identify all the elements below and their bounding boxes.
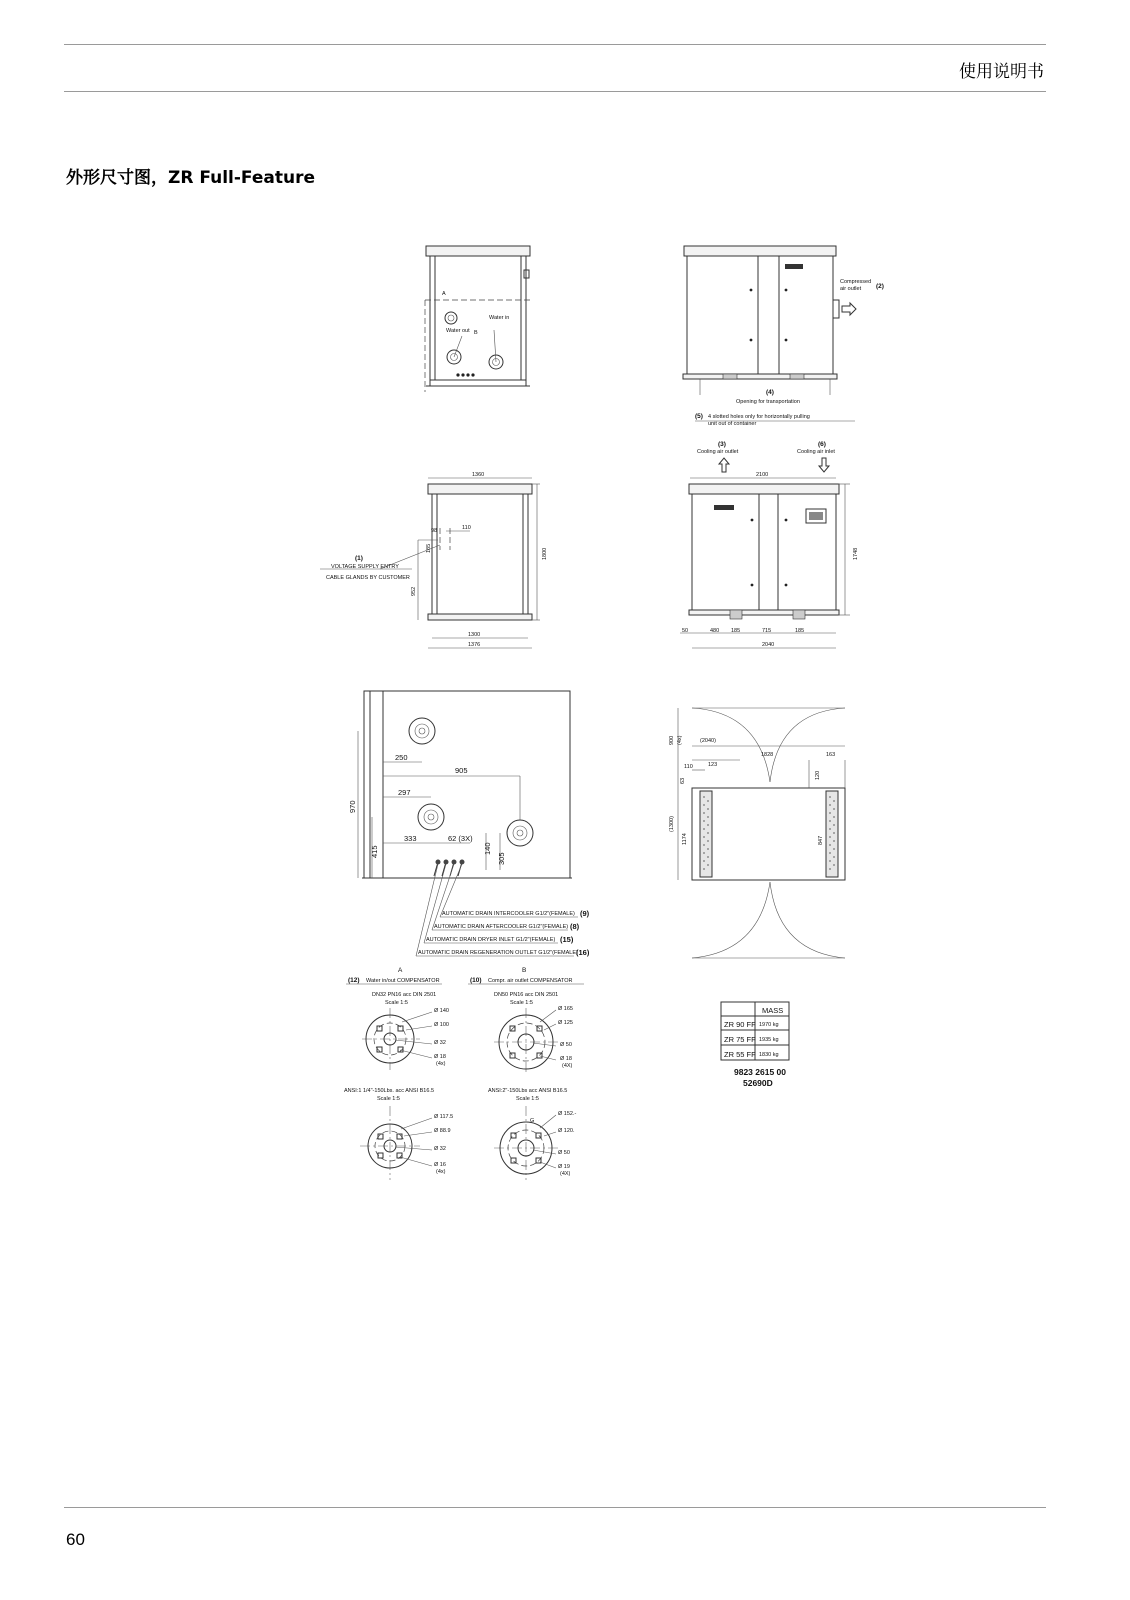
label-n1: (1) <box>355 555 363 562</box>
dim-110: 110 <box>684 764 693 770</box>
dim-250: 250 <box>395 753 408 762</box>
view-top-drains <box>348 691 590 957</box>
flange-b-d19: Ø 19 <box>558 1164 570 1170</box>
flange-a-d140: Ø 140 <box>434 1008 449 1014</box>
view-side-dimensions <box>320 472 548 648</box>
label-n9: (9) <box>580 909 590 918</box>
flange-a-title: Water in/out COMPENSATOR <box>366 978 440 984</box>
mass-row-3-model: ZR 55 FF <box>724 1050 756 1059</box>
label-b: B <box>474 330 478 336</box>
dim-63: 63 <box>680 777 686 784</box>
dim-1174: 1174 <box>682 833 688 845</box>
dim-905: 905 <box>455 766 468 775</box>
flange-a-d16: Ø 16 <box>434 1162 446 1168</box>
label-drain8: AUTOMATIC DRAIN AFTERCOOLER G1/2"(FEMALE) <box>434 924 569 930</box>
flange-b-d125: Ø 125 <box>558 1020 573 1026</box>
dim-123: 123 <box>708 762 718 768</box>
flange-a-d32b: Ø 32 <box>434 1146 446 1152</box>
dim-163: 163 <box>826 752 836 758</box>
mass-row-3-value: 1830 kg <box>759 1052 779 1058</box>
label-water-out: Water out <box>446 328 470 334</box>
label-n15: (15) <box>560 935 574 944</box>
label-n16: (16) <box>576 948 590 957</box>
flange-b-d50: Ø 50 <box>560 1042 572 1048</box>
flange-detail-b <box>468 967 584 1180</box>
flange-a-spec1: DN32 PN16 acc DIN 2501 <box>372 992 437 998</box>
dim-120: 120 <box>815 770 821 780</box>
flange-b-d165: Ø 165 <box>558 1006 573 1012</box>
dim-900: 900 <box>669 735 675 745</box>
flange-a-scale1: Scale 1:5 <box>385 1000 408 1006</box>
dim-1300p: (1300) <box>669 816 675 832</box>
label-drain15: AUTOMATIC DRAIN DRYER INLET G1/2"(FEMALE) <box>426 937 556 943</box>
dim-98: 98 <box>431 528 438 534</box>
mass-row-2-value: 1935 kg <box>759 1037 779 1043</box>
view-rear <box>680 441 859 648</box>
flange-b-d120: Ø 120. <box>558 1128 575 1134</box>
dim-2040p: (2040) <box>700 738 716 744</box>
flange-b-d50b: Ø 50 <box>558 1150 570 1156</box>
dim-715: 715 <box>762 628 772 634</box>
dim-140: 140 <box>483 842 492 855</box>
mass-table <box>721 1002 789 1088</box>
flange-b-spec2: ANSI:2"-150Lbs acc ANSI B16.5 <box>488 1088 568 1094</box>
label-voltage: VOLTAGE SUPPLY ENTRY <box>331 564 399 570</box>
label-compressed-1: Compressed <box>840 279 872 285</box>
flange-b-title: Compr. air outlet COMPENSATOR <box>488 978 573 984</box>
flange-a-d32: Ø 32 <box>434 1040 446 1046</box>
header-title: 使用说明书 <box>959 62 1044 82</box>
flange-b-g: G <box>530 1118 535 1124</box>
drain-stubs <box>434 860 465 877</box>
label-slotted-2: unit out of container <box>708 421 757 427</box>
flange-a-d88: Ø 88.9 <box>434 1128 451 1134</box>
dim-1300: 1300 <box>468 632 481 638</box>
dim-1828: 1828 <box>761 752 774 758</box>
dim-62: 62 (3X) <box>448 834 473 843</box>
label-cable: CABLE GLANDS BY CUSTOMER <box>326 575 410 581</box>
label-slotted-1: 4 slotted holes only for horizontally pulling <box>708 414 810 420</box>
label-n8: (8) <box>570 922 580 931</box>
label-compressed-2: air outlet <box>840 286 862 292</box>
dim-847: 847 <box>818 835 824 845</box>
doc-number: 9823 2615 00 <box>734 1067 786 1077</box>
flange-b-letter: B <box>522 967 527 974</box>
label-n4: (4) <box>766 389 774 396</box>
view-top-service <box>669 708 845 958</box>
page-number: 60 <box>66 1530 85 1549</box>
flange-detail-a <box>344 967 453 1180</box>
mass-row-2-model: ZR 75 FF <box>724 1035 756 1044</box>
flange-a-scale2: Scale 1:5 <box>377 1096 400 1102</box>
flange-b-spec1: DN50 PN16 acc DIN 2501 <box>494 992 559 998</box>
flange-b-d152: Ø 152.- <box>558 1111 577 1117</box>
dim-185a: 185 <box>731 628 741 634</box>
flange-a-letter: A <box>398 967 403 974</box>
flange-b-d18: Ø 18 <box>560 1056 572 1062</box>
flange-b-scale1: Scale 1:5 <box>510 1000 533 1006</box>
label-cooling-out: Cooling air outlet <box>697 449 739 455</box>
dim-110: 110 <box>462 525 471 531</box>
mass-table-header: MASS <box>762 1006 784 1015</box>
label-transport: Opening for transportation <box>736 399 800 405</box>
label-drain9: AUTOMATIC DRAIN INTERCOOLER G1/2"(FEMALE) <box>442 911 575 917</box>
dim-305: 305 <box>497 852 506 865</box>
label-cooling-in: Cooling air inlet <box>797 449 835 455</box>
flange-a-d117: Ø 117.5 <box>434 1114 454 1120</box>
dim-1376: 1376 <box>468 642 481 648</box>
label-a: A <box>442 291 446 297</box>
label-n2: (2) <box>876 283 884 290</box>
dim-333: 333 <box>404 834 417 843</box>
flange-a-n12: (12) <box>348 977 360 984</box>
footer-rule <box>64 1507 1046 1508</box>
dim-970: 970 <box>348 800 357 813</box>
flange-a-spec2: ANSI:1 1/4"-150Lbs. acc ANSI B16.5 <box>344 1088 435 1094</box>
mass-row-1-value: 1970 kg <box>759 1022 779 1028</box>
label-n5: (5) <box>695 413 703 420</box>
flange-b-n10: (10) <box>470 977 482 984</box>
label-n3: (3) <box>718 441 726 448</box>
flange-b-x4b: (4X) <box>560 1171 571 1177</box>
flange-b-scale2: Scale 1:5 <box>516 1096 539 1102</box>
dim-952: 952 <box>411 586 417 596</box>
dim-1800: 1800 <box>542 547 548 560</box>
dim-185: 185 <box>426 543 432 553</box>
label-n6: (6) <box>818 441 826 448</box>
dim-1360: 1360 <box>472 472 485 478</box>
dim-185b: 185 <box>795 628 805 634</box>
mass-row-1-model: ZR 90 FF <box>724 1020 756 1029</box>
flange-a-x4b: (4x) <box>436 1169 446 1175</box>
dim-480: 480 <box>710 628 720 634</box>
label-water-in: Water in <box>489 315 510 321</box>
dim-4x: (4x) <box>677 735 683 745</box>
label-drain16: AUTOMATIC DRAIN REGENERATION OUTLET G1/2"(FEMALE) <box>418 950 578 956</box>
dim-2100: 2100 <box>756 472 769 478</box>
dim-297: 297 <box>398 788 411 797</box>
flange-a-x4: (4x) <box>436 1061 446 1067</box>
section-title: 外形尺寸图，ZR Full-Feature <box>66 168 315 188</box>
dim-415: 415 <box>370 845 379 858</box>
dim-2040: 2040 <box>762 642 775 648</box>
view-side-water <box>425 246 531 392</box>
dim-50: 50 <box>682 628 689 634</box>
doc-code: 52690D <box>743 1078 773 1088</box>
dim-1748: 1748 <box>853 547 859 560</box>
view-front <box>683 246 884 427</box>
flange-a-d100: Ø 100 <box>434 1022 449 1028</box>
flange-b-x4: (4X) <box>562 1063 573 1069</box>
flange-a-d18: Ø 18 <box>434 1054 446 1060</box>
